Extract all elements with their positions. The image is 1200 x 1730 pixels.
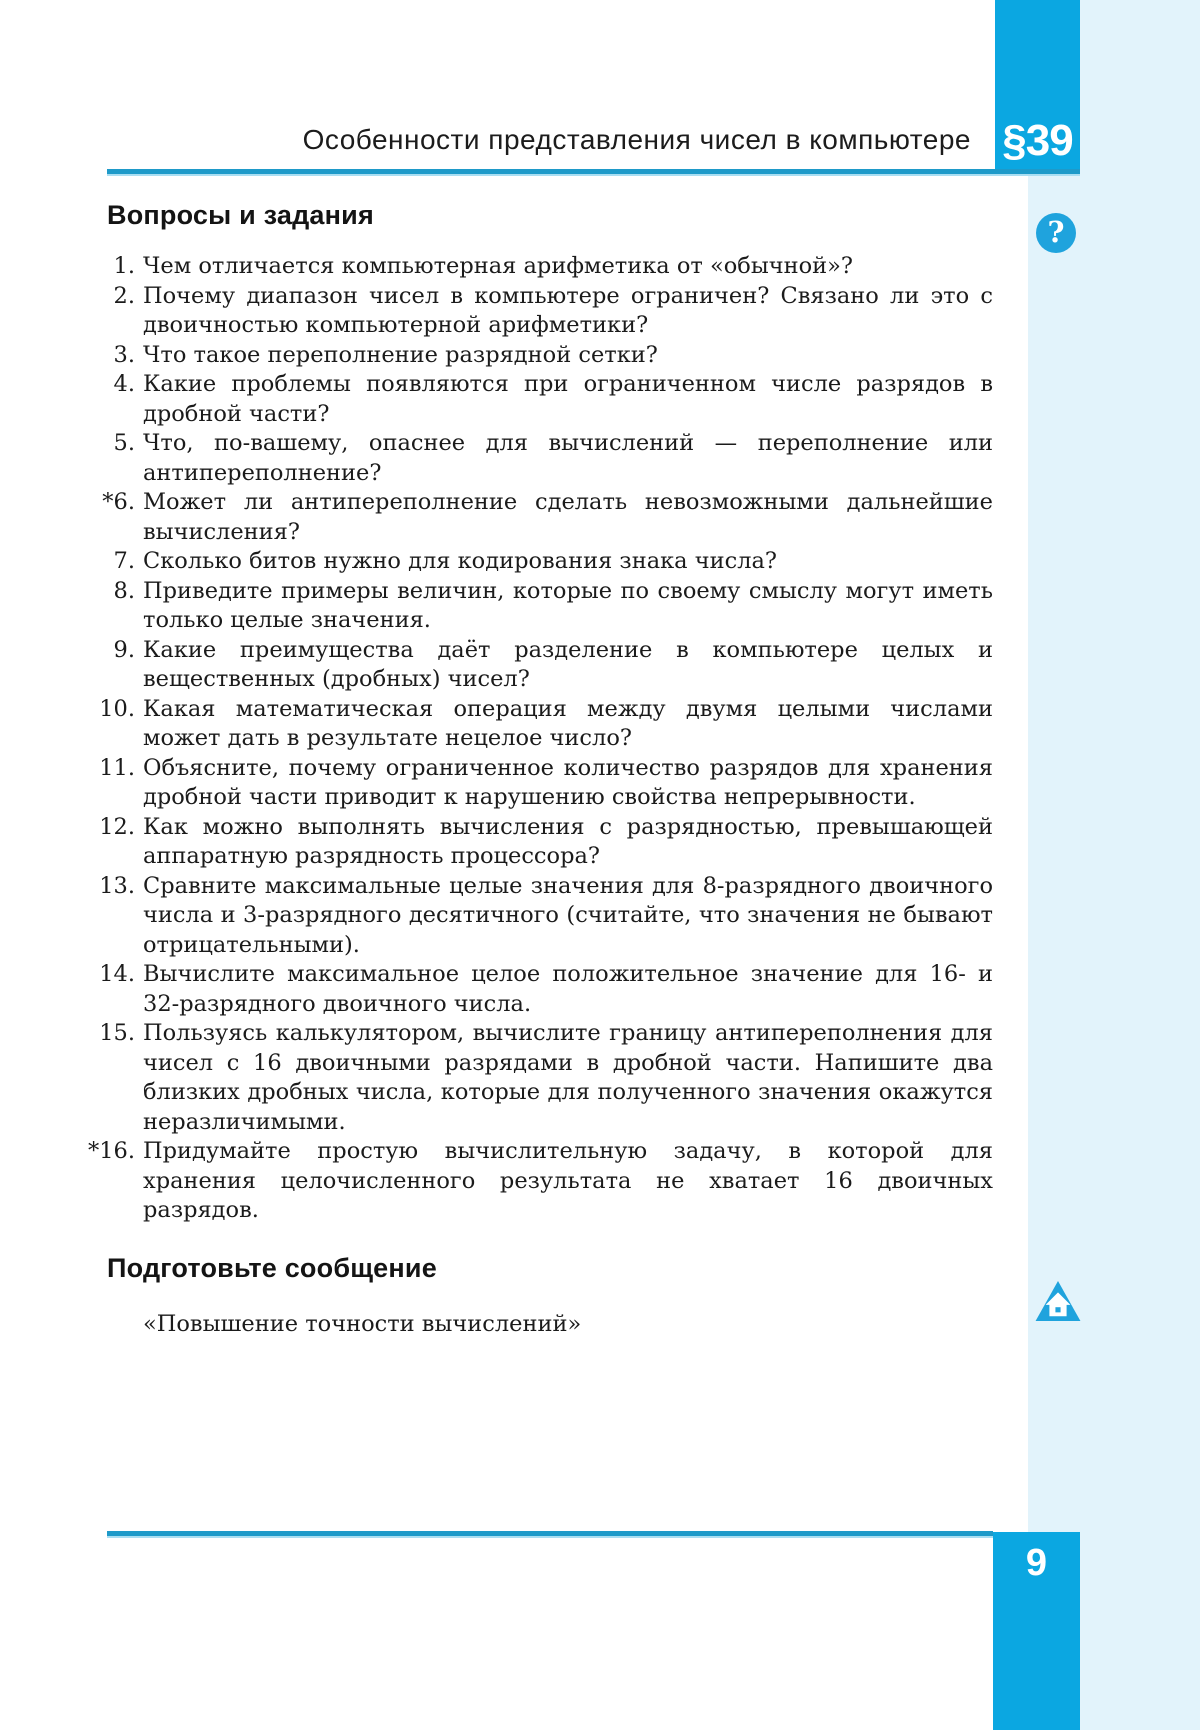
question-numbox xyxy=(114,547,135,577)
question-numbox xyxy=(99,813,135,843)
question-item xyxy=(99,754,993,813)
question-item xyxy=(113,429,993,488)
question-number: 8. xyxy=(113,577,135,604)
question-numbox xyxy=(99,872,135,902)
question-text: Придумайте простую вычислительную задачу, в которой для хранения целочисленного результата не хватает 16 двоичных разрядов. xyxy=(143,1138,993,1223)
star-marker: * xyxy=(102,489,114,515)
question-number: 11. xyxy=(99,754,135,781)
question-glyph: ? xyxy=(1047,214,1065,249)
sidebar-panel xyxy=(1025,0,1200,1730)
header-rule xyxy=(107,169,1080,176)
question-text: Почему диапазон чисел в компьютере ограничен? Связано ли это с двоичностью компьютерной арифметики? xyxy=(143,282,993,338)
question-number: 3. xyxy=(113,341,135,368)
question-numbox xyxy=(99,960,135,990)
question-number: 9. xyxy=(113,636,135,663)
question-numbox xyxy=(114,282,135,312)
question-mark-icon xyxy=(1036,213,1076,253)
question-text: Приведите примеры величин, которые по своему смыслу могут иметь только целые значения. xyxy=(143,577,993,633)
question-item xyxy=(87,1137,993,1226)
section-tab xyxy=(995,0,1080,173)
question-item xyxy=(99,960,993,1019)
question-item xyxy=(99,1019,993,1137)
question-numbox xyxy=(114,577,135,607)
question-number: 15. xyxy=(99,1020,135,1046)
question-text: Чем отличается компьютерная арифметика от «обычной»? xyxy=(143,253,853,279)
question-text: Сравните максимальные целые значения для 8-разрядного двоичного числа и 3-разрядного десятичного (считайте, что значения не бывают отрицательными). xyxy=(143,872,993,958)
question-number: 12. xyxy=(99,813,135,840)
question-number: 13. xyxy=(99,872,135,899)
question-item xyxy=(113,636,993,695)
question-item xyxy=(113,370,993,429)
question-item xyxy=(113,547,993,577)
report-heading: Подготовьте сообщение xyxy=(107,1252,437,1283)
question-numbox xyxy=(114,636,135,666)
question-item xyxy=(99,695,993,754)
question-numbox xyxy=(88,1137,135,1167)
question-numbox xyxy=(99,695,135,725)
page-number: 9 xyxy=(1025,1542,1048,1584)
questions-list xyxy=(87,252,993,1226)
question-item xyxy=(113,252,993,282)
question-text: Объясните, почему ограниченное количество разрядов для хранения дробной части приводит к нарушению свойства непрерывности. xyxy=(143,754,993,810)
questions-heading: Вопросы и задания xyxy=(107,200,374,230)
page-header-title: Особенности представления чисел в компьютере xyxy=(302,124,971,155)
question-item xyxy=(113,341,993,371)
question-number: 1. xyxy=(113,253,135,279)
question-text: Сколько битов нужно для кодирования знака числа? xyxy=(143,548,777,574)
question-item xyxy=(99,813,993,872)
question-text: Какие проблемы появляются при ограниченном числе разрядов в дробной части? xyxy=(143,371,993,427)
question-numbox xyxy=(114,429,135,459)
question-text: Как можно выполнять вычисления с разрядностью, превышающей аппаратную разрядность процессора? xyxy=(143,813,993,869)
question-text: Может ли антипереполнение сделать невозможными дальнейшие вычисления? xyxy=(143,489,993,545)
question-text: Что такое переполнение разрядной сетки? xyxy=(143,341,658,368)
question-number: 6. xyxy=(113,489,135,515)
question-number: 7. xyxy=(113,548,135,574)
question-text: Что, по-вашему, опаснее для вычислений — переполнение или антипереполнение? xyxy=(143,430,993,486)
home-icon xyxy=(1035,1280,1081,1322)
question-number: 10. xyxy=(99,695,135,722)
question-numbox xyxy=(99,1019,135,1049)
question-item xyxy=(102,488,993,547)
question-number: 5. xyxy=(113,430,135,456)
question-numbox xyxy=(114,370,135,400)
question-number: 14. xyxy=(99,961,135,987)
question-item xyxy=(113,577,993,636)
footer-rule xyxy=(107,1531,993,1538)
question-number: 4. xyxy=(113,371,135,397)
question-numbox xyxy=(102,488,135,518)
question-text: Вычислите максимальное целое положительное значение для 16- и 32-разрядного двоичного числа. xyxy=(143,961,993,1017)
star-marker: * xyxy=(87,1138,100,1164)
question-number: 16. xyxy=(99,1138,135,1164)
question-text: Пользуясь калькулятором, вычислите границу антипереполнения для чисел с 16 двоичными разрядами в дробной части. Напишите два близких дробных числа, которые для полученного значения окажутся неразличимыми. xyxy=(143,1020,993,1135)
question-text: Какая математическая операция между двумя целыми числами может дать в результате нецелое число? xyxy=(143,695,993,751)
page-number-tab xyxy=(993,1532,1080,1730)
question-item xyxy=(99,872,993,961)
section-number: §39 xyxy=(1002,116,1073,165)
question-number: 2. xyxy=(113,282,135,309)
main-content xyxy=(87,200,995,1339)
question-numbox xyxy=(114,252,135,282)
report-topic: «Повышение точности вычислений» xyxy=(143,1310,582,1337)
question-item xyxy=(113,282,993,341)
question-numbox xyxy=(99,754,135,784)
question-text: Какие преимущества даёт разделение в компьютере целых и вещественных (дробных) чисел? xyxy=(143,636,993,692)
question-numbox xyxy=(114,341,135,371)
